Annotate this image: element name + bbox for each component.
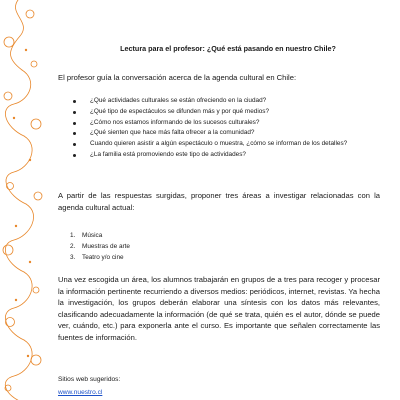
paragraph-areas: A partir de las respuestas surgidas, proponer tres áreas a investigar relacionadas con la agenda cultural actual: (58, 191, 380, 212)
list-number: 1. (70, 232, 76, 239)
list-item (70, 241, 270, 252)
list-item (70, 252, 270, 263)
intro-text: El profesor guía la conversación acerca de la agenda cultural en Chile: (58, 73, 297, 82)
list-item: ¿Qué tipo de espectáculos se difunden más y por qué medios? (70, 107, 380, 118)
areas-list (70, 230, 270, 264)
list-item: ¿Qué sienten que hace más falta ofrecer a la comunidad? (70, 128, 380, 139)
list-label: Música (82, 232, 103, 239)
list-item: Cuando quieren asistir a algún espectáculo o muestra, ¿cómo se informan de los detalles? (70, 139, 380, 150)
suggested-sites-label: Sitios web sugeridos: (58, 376, 121, 383)
document-title: Lectura para el profesor: ¿Qué está pasando en nuestro Chile? (120, 44, 336, 53)
suggested-site-link[interactable]: www.nuestro.cl (58, 389, 103, 396)
list-item: ¿Cómo nos estamos informando de los sucesos culturales? (70, 118, 380, 129)
list-number: 2. (70, 243, 76, 251)
list-item (70, 230, 270, 241)
swirl-border-icon (0, 0, 60, 400)
list-item: ¿La familia está promoviendo este tipo de actividades? (70, 150, 380, 161)
list-number: 3. (70, 254, 76, 262)
list-label: Muestras de arte (82, 243, 130, 251)
document-page (58, 0, 390, 400)
paragraph-groups: Una vez escogida un área, los alumnos trabajarán en grupos de a tres para recoger y procesar la información pertinente recurriendo a diversos medios: periódicos, internet, revistas. Ya hecha la investigación, los grupos deberán elaborar una síntesis con los datos más relevantes, clasificando adecuadamente la información (de qué se trata, quién es el autor, dónde se puede ver, cuándo, etc.) para exponerla ante el curso. Es importante que señalen correctamente las fuentes de información. (58, 275, 380, 342)
list-item: ¿Qué actividades culturales se están ofreciendo en la ciudad? (70, 96, 380, 107)
questions-list (70, 96, 380, 161)
list-label: Teatro y/o cine (82, 254, 124, 262)
